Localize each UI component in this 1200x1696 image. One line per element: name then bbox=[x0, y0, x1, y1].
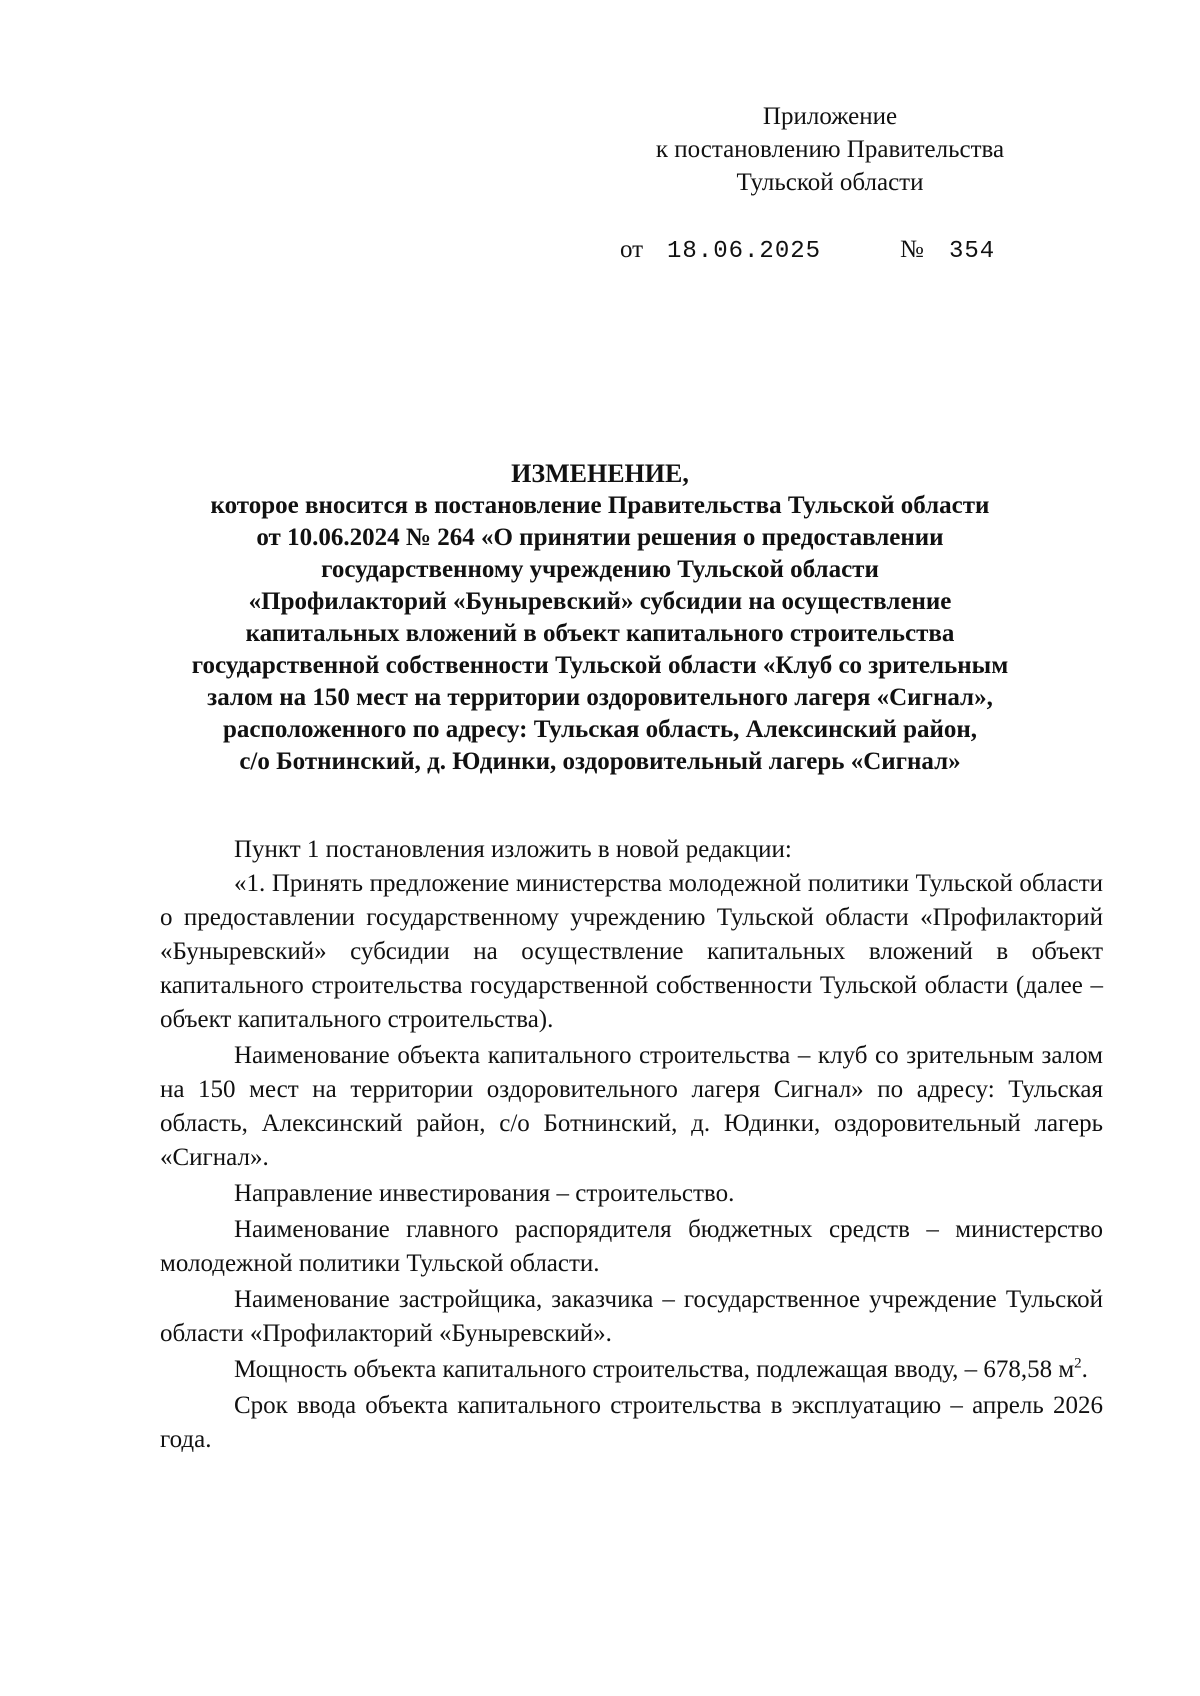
attachment-line-3: Тульской области bbox=[736, 169, 924, 196]
body-paragraph: Наименование застройщика, заказчика – государственное учреждение Тульской области «Профилакторий «Буныревский». bbox=[160, 1286, 1103, 1347]
capacity-unit-exponent: 2 bbox=[1074, 1355, 1082, 1372]
title-line: государственной собственности Тульской области «Клуб со зрительным bbox=[191, 652, 1009, 679]
document-title bbox=[140, 458, 1060, 778]
body-paragraph: «1. Принять предложение министерства молодежной политики Тульской области о предоставлении государственному учреждению Тульской области «Профилакторий «Буныревский» субсидии на осуществление капитальных вложений в объект капитального строительства государственной собственности Тульской области (далее – объект капитального строительства). bbox=[160, 870, 1103, 1033]
title-line: залом на 150 мест на территории оздоровительного лагеря «Сигнал», bbox=[207, 684, 993, 711]
capacity-text: Мощность объекта капитального строительства, подлежащая вводу, – 678,58 м bbox=[234, 1356, 1075, 1383]
title-line: от 10.06.2024 № 264 «О принятии решения о предоставлении bbox=[256, 524, 944, 551]
number-label: № bbox=[900, 236, 924, 263]
capacity-end: . bbox=[1081, 1356, 1088, 1383]
document-number: 354 bbox=[949, 238, 996, 265]
attachment-header bbox=[610, 100, 1050, 199]
document-body bbox=[160, 833, 1103, 1457]
title-heading: ИЗМЕНЕНИЕ, bbox=[511, 459, 689, 488]
title-line: расположенного по адресу: Тульская область, Алексинский район, bbox=[222, 716, 978, 743]
title-line: «Профилакторий «Буныревский» субсидии на осуществление bbox=[248, 588, 952, 615]
attachment-line-1: Приложение bbox=[762, 103, 898, 130]
body-paragraph: Наименование главного распорядителя бюджетных средств – министерство молодежной политики Тульской области. bbox=[160, 1216, 1103, 1277]
body-paragraph: Пункт 1 постановления изложить в новой редакции: bbox=[234, 836, 792, 863]
document-date: 18.06.2025 bbox=[667, 238, 822, 265]
title-line: с/о Ботнинский, д. Юдинки, оздоровительный лагерь «Сигнал» bbox=[239, 748, 961, 775]
title-line: капитальных вложений в объект капитального строительства bbox=[245, 620, 955, 647]
date-label: от bbox=[620, 236, 644, 263]
attachment-line-2: к постановлению Правительства bbox=[655, 136, 1005, 163]
body-paragraph-capacity bbox=[160, 1353, 1103, 1387]
body-paragraph: Срок ввода объекта капитального строительства в эксплуатацию – апрель 2026 года. bbox=[160, 1392, 1103, 1453]
body-paragraph: Наименование объекта капитального строительства – клуб со зрительным залом на 150 мест на территории оздоровительного лагеря Сигнал» по адресу: Тульская область, Алексинский район, с/о Ботнинский, д. Юдинки, оздоровительный лагерь «Сигнал». bbox=[160, 1042, 1103, 1171]
body-paragraph: Направление инвестирования – строительство. bbox=[234, 1180, 735, 1207]
title-line: которое вносится в постановление Правительства Тульской области bbox=[210, 492, 990, 519]
title-line: государственному учреждению Тульской области bbox=[321, 556, 879, 583]
